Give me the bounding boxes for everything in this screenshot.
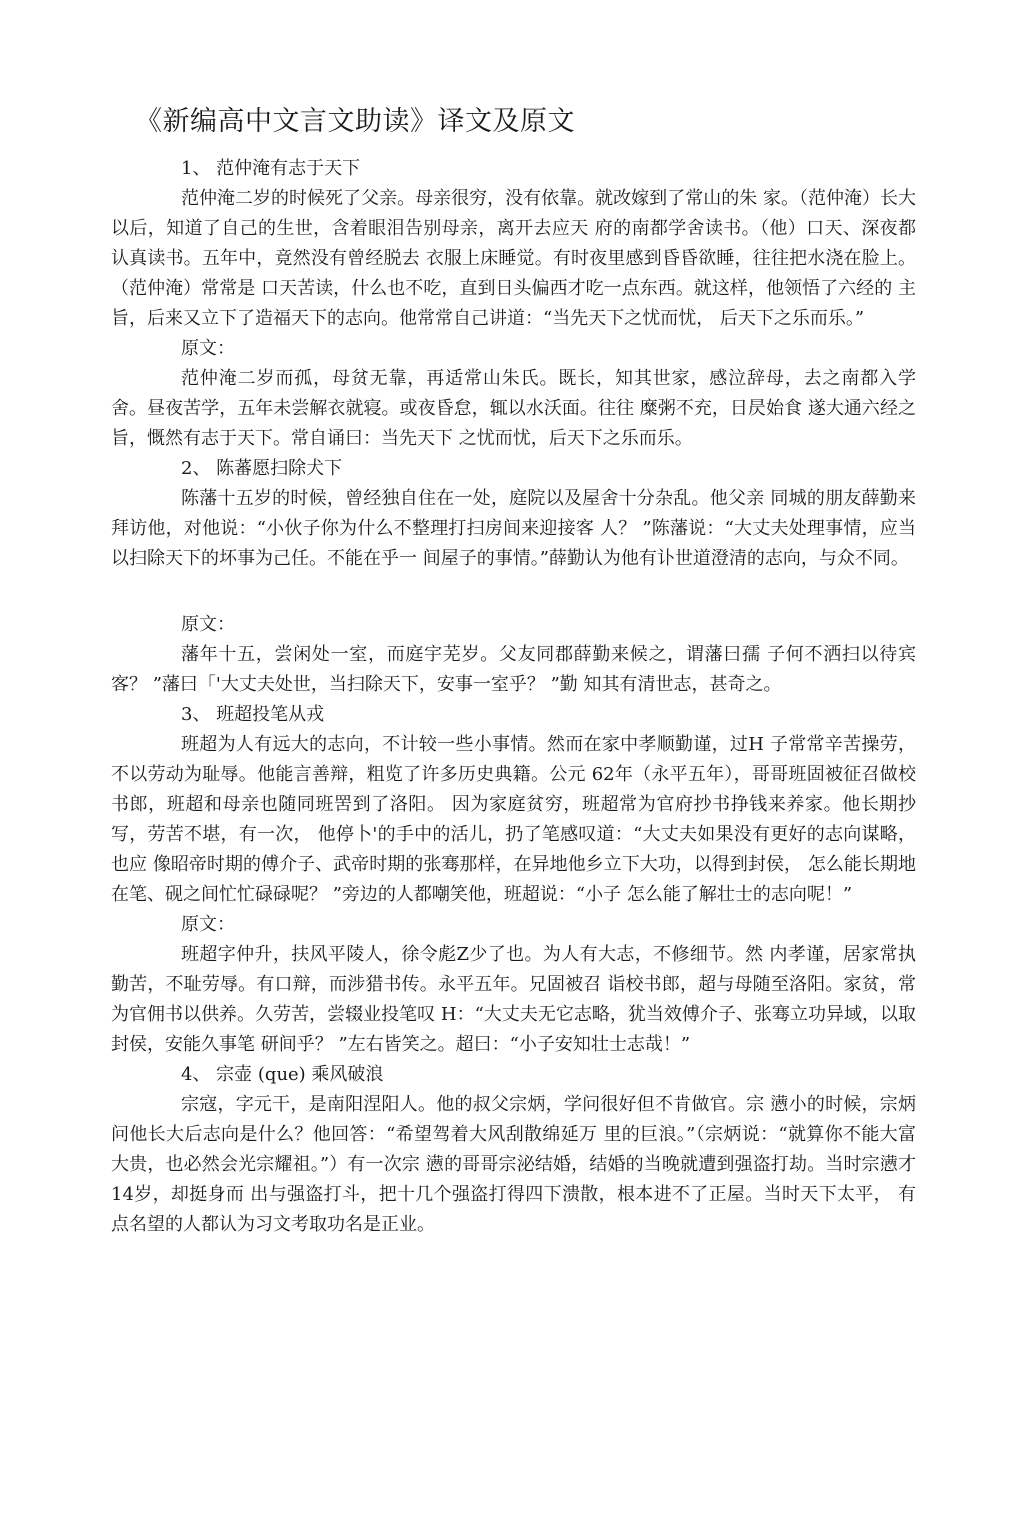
document-page [111, 98, 916, 1240]
translation-paragraph: 宗寇，字元干，是南阳涅阳人。他的叔父宗炳，学问很好但不肯做官。宗 懑小的时候，宗炳问他长大后志向是什么？他回答：“希望驾着大风刮散绵延万 里的巨浪。”（宗炳说：“就算你不能大富大贵，也必然会光宗耀祖。”）有一次宗 懑的哥哥宗泌结婚，结婚的当晚就遭到强盗打劫。当时宗懑才14岁，却挺身而 出与强盗打斗，把十几个强盗打得四下溃散，根本进不了正屋。当时天下太平， 有点名望的人都认为习文考取功名是正业。 [111, 1094, 916, 1235]
paragraph-spacer [111, 574, 916, 610]
translation-paragraph: 范仲淹二岁的时候死了父亲。母亲很穷，没有依靠。就改嫁到了常山的朱 家。（范仲淹）长大以后，知道了自己的生世，含着眼泪告别母亲，离开去应天 府的南都学舍读书。（他）口天、深夜都认真读书。五年中，竟然没有曾经脱去 衣服上床睡觉。有时夜里感到昏昏欲睡，往往把水浇在脸上。（范仲淹）常常是 口天苦读，什么也不吃，直到日头偏西才吃一点东西。就这样，他领悟了六经的 主旨，后来又立下了造福天下的志向。他常常自己讲道：“当先天下之忧而忧， 后天下之乐而乐。” [111, 188, 916, 329]
original-label: 原文： [181, 914, 235, 935]
section-heading: 3、 班超投笔从戎 [181, 704, 325, 725]
original-label: 原文： [181, 338, 235, 359]
original-paragraph: 藩年十五，尝闲处一室，而庭宇芜岁。父友同郡薛勤来候之，谓藩曰孺 子何不洒扫以待宾客？ ”藩曰「'大丈夫处世，当扫除天下，安事一室乎？ ”勤 知其有清世志，甚奇之。 [111, 644, 916, 695]
original-paragraph: 班超字仲升，扶风平陵人，徐令彪Z少了也。为人有大志，不修细节。然 内孝谨，居家常执勤苦，不耻劳辱。有口辩，而涉猎书传。永平五年。兄固被召 诣校书郎，超与母随至洛阳。家贫，常为官佣书以供养。久劳苦，尝辍业投笔叹 H：“大丈夫无它志略，犹当效傅介子、张骞立功异域，以取封侯，安能久事笔 研间乎？ ”左右皆笑之。超曰：“小子安知壮士志哉！” [111, 944, 916, 1055]
section-3 [111, 700, 916, 1060]
translation-paragraph: 班超为人有远大的志向，不计较一些小事情。然而在家中孝顺勤谨，过H 子常常辛苦操劳，不以劳动为耻辱。他能言善辩，粗览了许多历史典籍。公元 62年（永平五年），哥哥班固被征召做校书郎，班超和母亲也随同班罟到了洛阳。 因为家庭贫穷，班超常为官府抄书挣钱来养家。他长期抄写，劳苦不堪，有一次， 他停卜'的手中的活儿，扔了笔感叹道：“大丈夫如果没有更好的志向谋略，也应 像昭帝时期的傅介子、武帝时期的张骞那样，在异地他乡立下大功，以得到封侯， 怎么能长期地在笔、砚之间忙忙碌碌呢？ ”旁边的人都嘲笑他，班超说：“小子 怎么能了解壮士的志向呢！” [111, 734, 916, 905]
original-paragraph: 范仲淹二岁而孤，母贫无靠，再适常山朱氏。既长，知其世家，感泣辞母，去之南都入学舍。昼夜苦学，五年未尝解衣就寝。或夜昏怠，辄以水沃面。往往 糜粥不充，日昃始食 遂大通六经之旨，慨然有志于天下。常自诵曰：当先天下 之忧而忧，后天下之乐而乐。 [111, 368, 916, 449]
section-4 [111, 1060, 916, 1240]
document-title: 《新编高中文言文助读》译文及原文 [135, 106, 575, 137]
section-heading: 2、 陈蕃愿扫除犬下 [181, 458, 343, 479]
section-2 [111, 454, 916, 700]
section-heading: 4、 宗壶 (que) 乘风破浪 [181, 1064, 384, 1085]
section-1 [111, 154, 916, 454]
translation-paragraph: 陈藩十五岁的时候，曾经独自住在一处，庭院以及屋舍十分杂乱。他父亲 同城的朋友薛勤来拜访他，对他说：“小伙子你为什么不整理打扫房间来迎接客 人？ ”陈藩说：“大丈夫处理事情，应当以扫除天下的坏事为己任。不能在乎一 间屋子的事情。”薛勤认为他有讣世道澄清的志向，与众不同。 [111, 488, 916, 569]
section-heading: 1、 范仲淹有志于天下 [181, 158, 361, 179]
original-label: 原文： [181, 614, 235, 635]
